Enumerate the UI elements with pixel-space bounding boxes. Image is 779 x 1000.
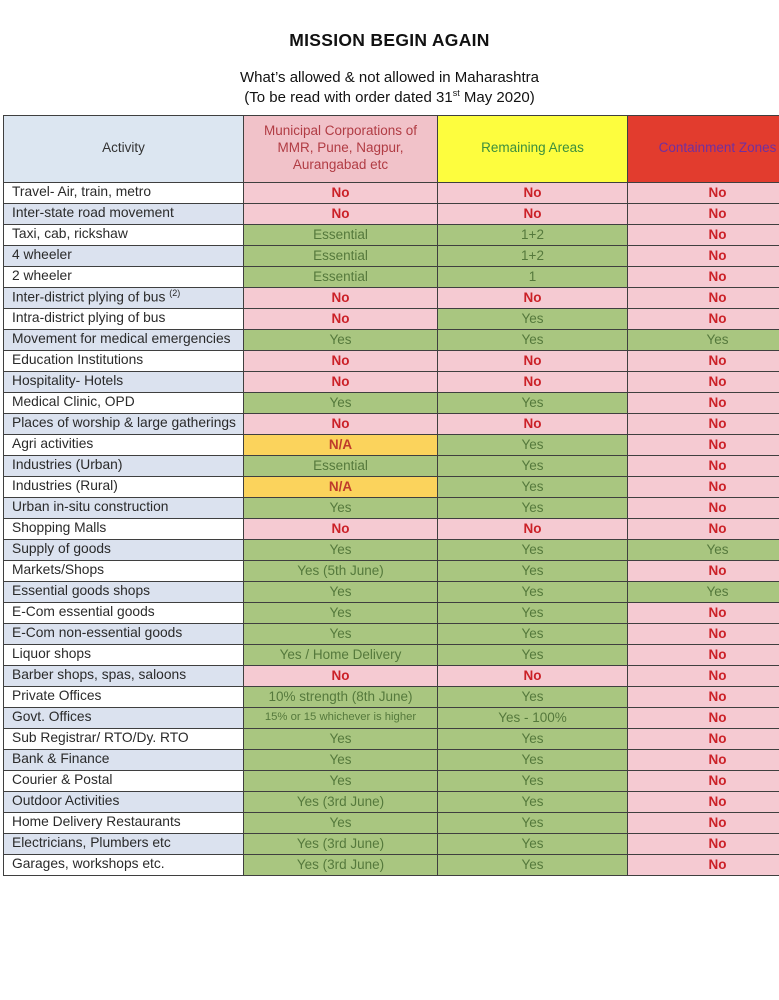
status-cell: Yes — [438, 539, 628, 560]
activity-cell: Urban in-situ construction — [4, 497, 244, 518]
status-cell: No — [628, 854, 779, 875]
status-cell: Essential — [244, 224, 438, 245]
status-cell: No — [628, 644, 779, 665]
status-cell: No — [628, 791, 779, 812]
status-cell: Yes — [438, 581, 628, 602]
status-cell: 1 — [438, 266, 628, 287]
status-cell: Yes (3rd June) — [244, 833, 438, 854]
status-cell: No — [628, 770, 779, 791]
column-header-municipal: Municipal Corporations of MMR, Pune, Nagpur, Aurangabad etc — [244, 115, 438, 182]
status-cell: Yes (5th June) — [244, 560, 438, 581]
table-row — [4, 686, 779, 707]
activity-cell: Movement for medical emergencies — [4, 329, 244, 350]
table-row — [4, 812, 779, 833]
status-cell: Yes — [438, 812, 628, 833]
activity-cell: Sub Registrar/ RTO/Dy. RTO — [4, 728, 244, 749]
status-cell: No — [628, 497, 779, 518]
status-cell: No — [628, 686, 779, 707]
table-row — [4, 329, 779, 350]
table-row — [4, 497, 779, 518]
status-cell: No — [244, 182, 438, 203]
column-header-activity: Activity — [4, 115, 244, 182]
status-cell: No — [438, 665, 628, 686]
table-row — [4, 560, 779, 581]
status-cell: No — [628, 413, 779, 434]
status-cell: No — [438, 371, 628, 392]
status-cell: No — [628, 371, 779, 392]
status-cell: Yes — [438, 329, 628, 350]
activity-cell: Liquor shops — [4, 644, 244, 665]
status-cell: Yes (3rd June) — [244, 854, 438, 875]
status-cell: Yes — [438, 770, 628, 791]
table-row — [4, 833, 779, 854]
table-row — [4, 644, 779, 665]
table-row — [4, 770, 779, 791]
status-cell: Yes — [438, 686, 628, 707]
activity-cell: Essential goods shops — [4, 581, 244, 602]
status-cell: No — [628, 476, 779, 497]
status-cell: Yes — [438, 644, 628, 665]
table-row — [4, 791, 779, 812]
status-cell: No — [438, 287, 628, 308]
activity-cell: E-Com essential goods — [4, 602, 244, 623]
status-cell: No — [628, 203, 779, 224]
status-cell: Essential — [244, 266, 438, 287]
status-cell: Yes — [438, 308, 628, 329]
status-cell: No — [244, 518, 438, 539]
status-cell: Yes — [438, 833, 628, 854]
table-row — [4, 665, 779, 686]
status-cell: 15% or 15 whichever is higher — [244, 707, 438, 728]
status-cell: Essential — [244, 245, 438, 266]
status-cell: 1+2 — [438, 245, 628, 266]
status-cell: No — [628, 623, 779, 644]
activity-cell: Intra-district plying of bus — [4, 308, 244, 329]
activity-cell: Courier & Postal — [4, 770, 244, 791]
status-cell: Yes — [438, 623, 628, 644]
activity-cell: Private Offices — [4, 686, 244, 707]
status-cell: Yes — [244, 812, 438, 833]
status-cell: No — [628, 350, 779, 371]
status-cell: Yes — [438, 434, 628, 455]
status-cell: No — [628, 560, 779, 581]
status-cell: No — [628, 812, 779, 833]
status-cell: Yes — [438, 455, 628, 476]
status-cell: Yes — [244, 329, 438, 350]
activity-cell: Medical Clinic, OPD — [4, 392, 244, 413]
table-row — [4, 623, 779, 644]
table-row — [4, 728, 779, 749]
activity-cell: Education Institutions — [4, 350, 244, 371]
status-cell: No — [628, 182, 779, 203]
activity-cell: Supply of goods — [4, 539, 244, 560]
footnote-superscript: (2) — [169, 288, 180, 298]
subtitle-line2: (To be read with order dated 31st May 2020) — [244, 89, 535, 106]
table-row — [4, 854, 779, 875]
status-cell: Yes — [244, 770, 438, 791]
activity-cell: Barber shops, spas, saloons — [4, 665, 244, 686]
table-row — [4, 518, 779, 539]
table-row — [4, 203, 779, 224]
status-cell: Yes — [628, 581, 779, 602]
status-cell: Yes — [244, 497, 438, 518]
activity-cell: Govt. Offices — [4, 707, 244, 728]
activity-cell: Hospitality- Hotels — [4, 371, 244, 392]
status-cell: No — [438, 182, 628, 203]
activity-cell: Home Delivery Restaurants — [4, 812, 244, 833]
status-cell: Yes — [244, 392, 438, 413]
status-cell: No — [628, 308, 779, 329]
table-row — [4, 224, 779, 245]
status-cell: No — [628, 266, 779, 287]
table-row — [4, 182, 779, 203]
status-cell: No — [628, 518, 779, 539]
page-title: MISSION BEGIN AGAIN — [10, 30, 769, 51]
status-cell: 1+2 — [438, 224, 628, 245]
page-subtitle — [0, 68, 779, 108]
status-cell: No — [628, 455, 779, 476]
status-cell: Yes — [438, 476, 628, 497]
mission-begin-again-table — [3, 115, 779, 876]
activity-cell: E-Com non-essential goods — [4, 623, 244, 644]
activity-cell: Electricians, Plumbers etc — [4, 833, 244, 854]
status-cell: No — [244, 371, 438, 392]
activity-cell: Bank & Finance — [4, 749, 244, 770]
status-cell: Essential — [244, 455, 438, 476]
status-cell: Yes — [438, 560, 628, 581]
status-cell: Yes - 100% — [438, 707, 628, 728]
status-cell: No — [628, 392, 779, 413]
status-cell: Yes — [244, 581, 438, 602]
activity-cell: 4 wheeler — [4, 245, 244, 266]
status-cell: 10% strength (8th June) — [244, 686, 438, 707]
status-cell: No — [628, 749, 779, 770]
status-cell: No — [244, 665, 438, 686]
table-row — [4, 308, 779, 329]
status-cell: Yes — [244, 602, 438, 623]
table-row — [4, 602, 779, 623]
status-cell: No — [244, 413, 438, 434]
status-cell: No — [244, 308, 438, 329]
table-row — [4, 455, 779, 476]
status-cell: No — [628, 728, 779, 749]
status-cell: No — [628, 434, 779, 455]
status-cell: Yes — [438, 749, 628, 770]
table-row — [4, 749, 779, 770]
table-row — [4, 287, 779, 308]
status-cell: No — [438, 203, 628, 224]
activity-cell: Agri activities — [4, 434, 244, 455]
activity-cell: Outdoor Activities — [4, 791, 244, 812]
status-cell: No — [628, 665, 779, 686]
status-cell: Yes — [438, 392, 628, 413]
status-cell: No — [628, 833, 779, 854]
column-header-containment: Containment Zones — [628, 115, 779, 182]
status-cell: N/A — [244, 476, 438, 497]
status-cell: Yes (3rd June) — [244, 791, 438, 812]
table-row — [4, 434, 779, 455]
status-cell: No — [628, 707, 779, 728]
table-row — [4, 392, 779, 413]
table-row — [4, 245, 779, 266]
column-header-remaining: Remaining Areas — [438, 115, 628, 182]
table-row — [4, 707, 779, 728]
table-row — [4, 266, 779, 287]
status-cell: Yes — [438, 854, 628, 875]
activity-cell: Travel- Air, train, metro — [4, 182, 244, 203]
status-cell: Yes — [244, 623, 438, 644]
status-cell: Yes — [244, 749, 438, 770]
activity-cell: Shopping Malls — [4, 518, 244, 539]
header-row — [4, 115, 779, 182]
activity-cell: Taxi, cab, rickshaw — [4, 224, 244, 245]
status-cell: No — [628, 224, 779, 245]
status-cell: Yes — [628, 539, 779, 560]
activity-cell: Garages, workshops etc. — [4, 854, 244, 875]
activity-cell: Markets/Shops — [4, 560, 244, 581]
status-cell: N/A — [244, 434, 438, 455]
status-cell: No — [628, 602, 779, 623]
table-row — [4, 581, 779, 602]
table-row — [4, 350, 779, 371]
status-cell: Yes — [244, 539, 438, 560]
activity-cell: 2 wheeler — [4, 266, 244, 287]
status-cell: No — [438, 350, 628, 371]
status-cell: No — [628, 287, 779, 308]
table-row — [4, 476, 779, 497]
activity-cell: Industries (Urban) — [4, 455, 244, 476]
status-cell: Yes — [438, 728, 628, 749]
status-cell: No — [244, 287, 438, 308]
status-cell: No — [438, 413, 628, 434]
status-cell: Yes — [628, 329, 779, 350]
status-cell: Yes — [438, 791, 628, 812]
status-cell: Yes — [438, 497, 628, 518]
status-cell: No — [438, 518, 628, 539]
activity-cell: Industries (Rural) — [4, 476, 244, 497]
subtitle-superscript: st — [453, 88, 460, 98]
table-row — [4, 413, 779, 434]
status-cell: Yes — [244, 728, 438, 749]
activity-cell: Places of worship & large gatherings — [4, 413, 244, 434]
activity-cell: Inter-district plying of bus $^{(2)}$ — [4, 287, 244, 308]
table-body — [4, 182, 779, 875]
status-cell: Yes — [438, 602, 628, 623]
subtitle-line1: What’s allowed & not allowed in Maharashtra — [240, 69, 539, 86]
activity-cell: Inter-state road movement — [4, 203, 244, 224]
status-cell: No — [628, 245, 779, 266]
table-row — [4, 539, 779, 560]
status-cell: No — [244, 203, 438, 224]
status-cell: Yes / Home Delivery — [244, 644, 438, 665]
table-row — [4, 371, 779, 392]
status-cell: No — [244, 350, 438, 371]
